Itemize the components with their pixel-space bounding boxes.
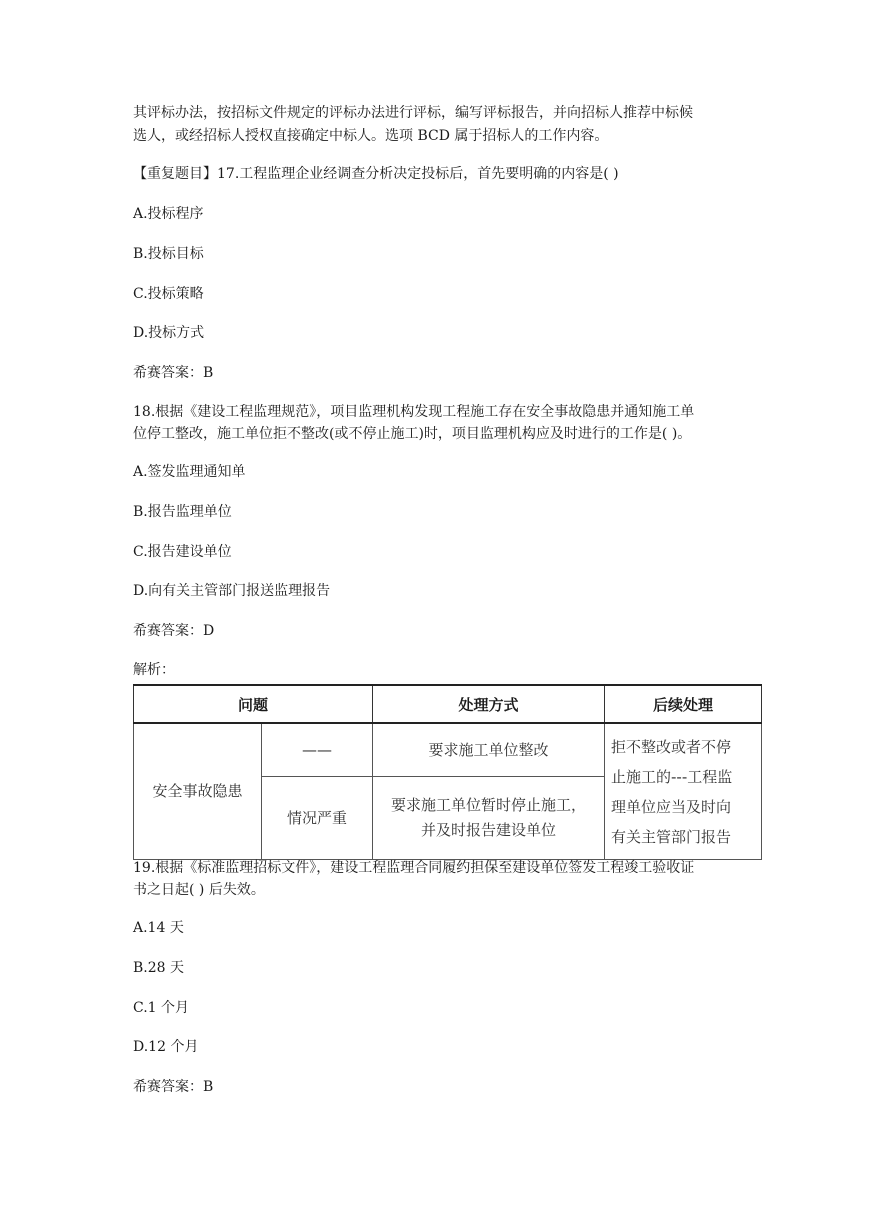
option-b: B.投标目标 (133, 246, 204, 262)
question-17-stem: 【重复题目】17.工程监理企业经调查分析决定投标后，首先要明确的内容是( ) (133, 166, 619, 182)
question-19-stem: 书之日起( ) 后失效。 (133, 882, 265, 898)
question-18-stem: 位停工整改，施工单位拒不整改(或不停止施工)时，项目监理机构应及时进行的工作是( )。 (133, 426, 692, 442)
followup-line: 理单位应当及时向 (611, 797, 732, 816)
situation-cell: —— (262, 723, 373, 777)
analysis-label: 解析： (133, 662, 175, 678)
header-problem: 问题 (134, 685, 373, 723)
header-followup: 后续处理 (605, 685, 762, 723)
followup-cell (605, 723, 762, 860)
option-a: A.签发监理通知单 (133, 464, 246, 480)
analysis-table (133, 684, 762, 860)
paragraph-line: 选人，或经招标人授权直接确定中标人。选项 BCD 属于招标人的工作内容。 (133, 128, 609, 144)
answer: 希赛答案：D (133, 623, 215, 639)
followup-line: 止施工的---工程监 (611, 767, 733, 786)
option-d: D.12 个月 (133, 1039, 199, 1055)
followup-line: 拒不整改或者不停 (611, 737, 732, 756)
handling-line: 要求施工单位暂时停止施工， (391, 796, 587, 814)
option-d: D.向有关主管部门报送监理报告 (133, 583, 331, 599)
option-c: C.报告建设单位 (133, 544, 232, 560)
header-handling: 处理方式 (373, 685, 605, 723)
table-row (134, 723, 762, 777)
option-a: A.投标程序 (133, 206, 204, 222)
option-c: C.投标策略 (133, 286, 204, 302)
handling-cell: 要求施工单位整改 (373, 723, 605, 777)
question-19-stem: 19.根据《标准监理招标文件》，建设工程监理合同履约担保至建设单位签发工程竣工验收证 (133, 860, 695, 876)
table-header-row (134, 685, 762, 723)
handling-line: 并及时报告建设单位 (421, 821, 557, 839)
analysis-table-container (133, 684, 761, 854)
option-a: A.14 天 (133, 920, 184, 936)
issue-cell: 安全事故隐患 (134, 723, 262, 860)
option-b: B.28 天 (133, 960, 185, 976)
handling-cell (373, 777, 605, 860)
paragraph-line: 其评标办法，按招标文件规定的评标办法进行评标，编写评标报告，并向招标人推荐中标候 (133, 105, 693, 121)
answer: 希赛答案：B (133, 1079, 214, 1095)
question-18-stem: 18.根据《建设工程监理规范》，项目监理机构发现工程施工存在安全事故隐患并通知施工单 (133, 404, 695, 420)
situation-cell: 情况严重 (262, 777, 373, 860)
option-d: D.投标方式 (133, 325, 205, 341)
option-b: B.报告监理单位 (133, 504, 232, 520)
followup-line: 有关主管部门报告 (611, 827, 732, 846)
option-c: C.1 个月 (133, 1000, 190, 1016)
answer: 希赛答案：B (133, 365, 214, 381)
